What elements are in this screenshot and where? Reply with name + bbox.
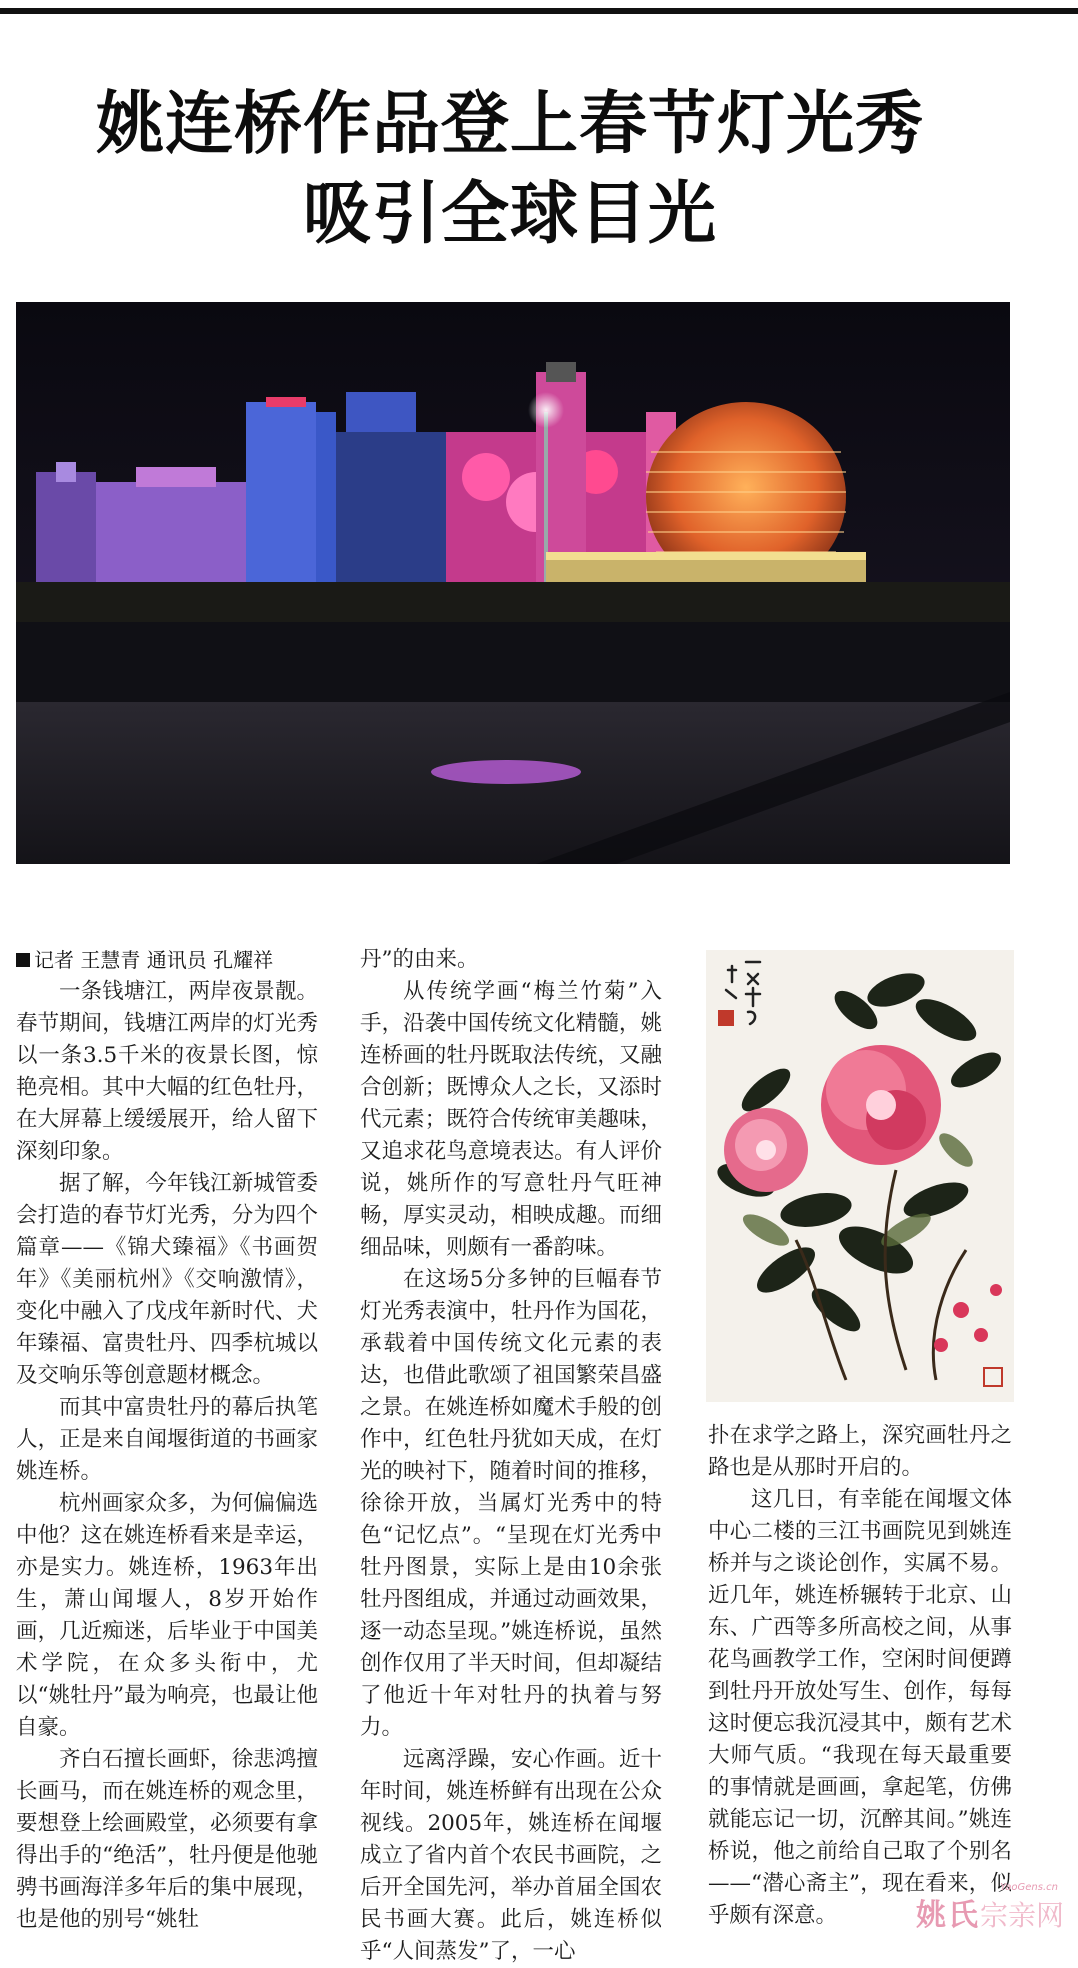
paragraph: 在这场5分多钟的巨幅春节灯光秀表演中，牡丹作为国花，承载着中国传统文化元素的表达，也借此歌颂了祖国繁荣昌盛之景。在姚连桥如魔术手般的创作中，红色牡丹犹如天成，在灯光的映衬下，随着时间的推移，徐徐开放，当属灯光秀中的特色“记忆点”。“呈现在灯光秀中牡丹图景，实际上是由10余张牡丹图组成，并通过动画效果，逐一动态呈现。”姚连桥说，虽然创作仅用了半天时间，但却凝结了他近十年对牡丹的执着与努力。: [360, 1267, 662, 1740]
paragraph: 从传统学画“梅兰竹菊”入手，沿袭中国传统文化精髓，姚连桥画的牡丹既取法传统，又融合创新；既博众人之长，又添时代元素；既符合传统审美趣味，又追求花鸟意境表达。有人评价说，姚所作的写意牡丹气旺神畅，厚实灵动，相映成趣。而细细品味，则颇有一番韵味。: [360, 979, 662, 1260]
headline: [0, 80, 1020, 260]
paragraph: 而其中富贵牡丹的幕后执笔人，正是来自闻堰街道的书画家姚连桥。: [16, 1395, 318, 1484]
paragraph: 一条钱塘江，两岸夜景靓。春节期间，钱塘江两岸的灯光秀以一条3.5千米的夜景长图，惊艳亮相。其中大幅的红色牡丹，在大屏幕上缓缓展开，给人留下深刻印象。: [16, 979, 318, 1164]
watermark-sub: 宗亲网: [979, 1899, 1064, 1932]
site-watermark: [915, 1882, 1064, 1934]
night-skyline-photo: [16, 302, 1010, 864]
byline-square-marker: [16, 953, 30, 967]
watermark-main: 姚氏: [915, 1898, 980, 1933]
byline-text: 记者 王慧青 通讯员 孔耀祥: [34, 948, 274, 972]
paragraph: 丹”的由来。: [360, 947, 479, 972]
article-column-2: [360, 944, 662, 1968]
paragraph: 齐白石擅长画虾，徐悲鸿擅长画马，而在姚连桥的观念里，要想登上绘画殿堂，必须要有拿得出手的“绝活”，牡丹便是他驰骋书画海洋多年后的集中展现，也是他的别号“姚牡: [16, 1747, 318, 1932]
article-column-1: [16, 944, 318, 1936]
paragraph: 扑在求学之路上，深究画牡丹之路也是从那时开启的。: [708, 1423, 1012, 1480]
paragraph: 远离浮躁，安心作画。近十年时间，姚连桥鲜有出现在公众视线。2005年，姚连桥在闻堰成立了省内首个农民书画院，之后开全国先河，举办首届全国农民书画大赛。此后，姚连桥似乎“人间蒸发”了，一心: [360, 1747, 662, 1964]
paragraph: 杭州画家众多，为何偏偏选中他？这在姚连桥看来是幸运，亦是实力。姚连桥，1963年出生，萧山闻堰人，8岁开始作画，几近痴迷，后毕业于中国美术学院，在众多头衔中，尤以“姚牡丹”最为响亮，也最让他自豪。: [16, 1491, 318, 1740]
article-column-3: [708, 1420, 1012, 1932]
headline-line-1: 姚连桥作品登上春节灯光秀: [95, 85, 924, 164]
night-skyline-illustration: [16, 302, 1010, 864]
headline-line-2: 吸引全球目光: [302, 175, 717, 254]
paragraph: 据了解，今年钱江新城管委会打造的春节灯光秀，分为四个篇章——《锦犬臻福》《书画贺年》《美丽杭州》《交响激情》，变化中融入了戊戌年新时代、犬年臻福、富贵牡丹、四季杭城以及交响乐等创意题材概念。: [16, 1171, 318, 1388]
byline: [16, 944, 318, 976]
peony-painting: [706, 950, 1014, 1402]
top-rule: [0, 8, 1078, 14]
peony-painting-illustration: [706, 950, 1014, 1402]
paragraph: 这几日，有幸能在闻堰文体中心二楼的三江书画院见到姚连桥并与之谈论创作，实属不易。近几年，姚连桥辗转于北京、山东、广西等多所高校之间，从事花鸟画教学工作，空闲时间便蹲到牡丹开放处写生、创作，每每这时便忘我沉浸其中，颇有艺术大师气质。“我现在每天最重要的事情就是画画，拿起笔，仿佛就能忘记一切，沉醉其间。”姚连桥说，他之前给自己取了个别名——“潜心斋主”，现在看来，似乎颇有深意。: [708, 1487, 1012, 1928]
watermark-url: YaoGens.cn: [1000, 1882, 1058, 1893]
